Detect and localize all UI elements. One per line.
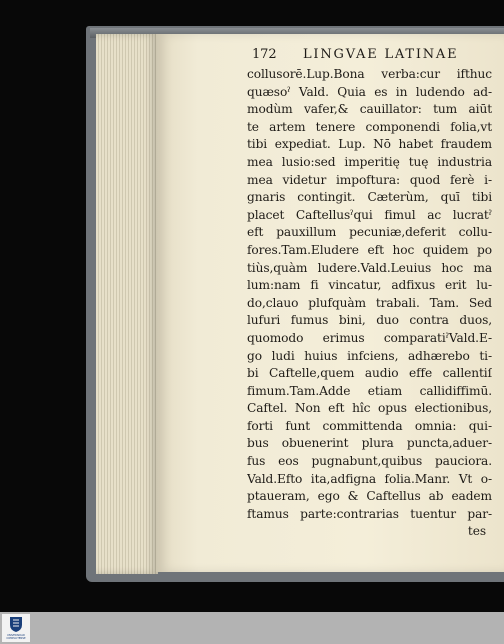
text-line: Vald.Efto ita,adfigna folia.Manr. Vt o- [247, 471, 492, 486]
text-line: lufuri fumus bini, duo contra duos, [247, 313, 492, 328]
text-line: quæsoˀ Vald. Quia es in ludendo ad- [247, 84, 492, 99]
text-line: fimum.Tam.Adde etiam callidiffimū. [247, 383, 492, 398]
text-line: do,clauo plufquàm trabali. Tam. Sed [247, 295, 492, 310]
text-line: ftamus parte:contrarias tuentur par- [247, 506, 492, 521]
logo-wordmark [2, 634, 30, 640]
footer-strip [0, 612, 504, 644]
text-line: tibi expediat. Lup. Nō habet fraudem [247, 137, 492, 152]
text-line: modùm vafer,& cauillator: tum aiūt [247, 102, 492, 117]
text-line: ptaueram, ego & Caftellus ab eadem [247, 489, 492, 504]
text-line: mea videtur impoftura: quod ferè i- [247, 172, 492, 187]
text-line: placet Caftellusˀqui fimul ac lucratˀ [247, 207, 492, 222]
logo-line-1: UNIVERSIDAD [7, 634, 25, 637]
text-line: bus obuenerint plura puncta,aduer- [247, 436, 492, 451]
crest-icon [9, 616, 23, 633]
running-head [247, 44, 492, 66]
text-line: quomodo erimus comparatiˀVald.E- [247, 330, 492, 345]
text-line: eft pauxillum pecuniæ,deferit collu- [247, 225, 492, 240]
text-line: lum:nam fi vincatur, adfixus erit lu- [247, 278, 492, 293]
text-line: bi Caftelle,quem audio effe callentiſ [247, 366, 492, 381]
library-logo [2, 614, 30, 642]
running-title: LINGVAE LATINAE [303, 47, 459, 62]
text-line: te artem tenere componendi folia,vt [247, 119, 492, 134]
logo-line-2: COMPLUTENSE [6, 637, 26, 640]
text-line: Caftel. Non eft hîc opus electionibus, [247, 401, 492, 416]
page-number: 172 [252, 47, 277, 62]
text-line: collusorē.Lup.Bona verba:cur ifthuc [247, 67, 492, 81]
text-line: gnaris contingit. Cæterùm, quī tibi [247, 190, 492, 205]
text-line: fus eos pugnabunt,quibus pauciora. [247, 454, 492, 469]
page-text [247, 44, 492, 541]
text-line: tiùs,quàm ludere.Vald.Leuius hoc ma [247, 260, 492, 275]
page-edges [96, 34, 158, 574]
text-line: go ludi huius infciens, adhærebo ti- [247, 348, 492, 363]
text-line: fores.Tam.Eludere eft hoc quidem po [247, 242, 492, 257]
text-line: mea lusio:sed imperitię tuę industria [247, 154, 492, 169]
text-lines [247, 66, 492, 523]
catchword: tes [467, 524, 486, 539]
text-line: forti funt committenda omnia: qui- [247, 418, 492, 433]
